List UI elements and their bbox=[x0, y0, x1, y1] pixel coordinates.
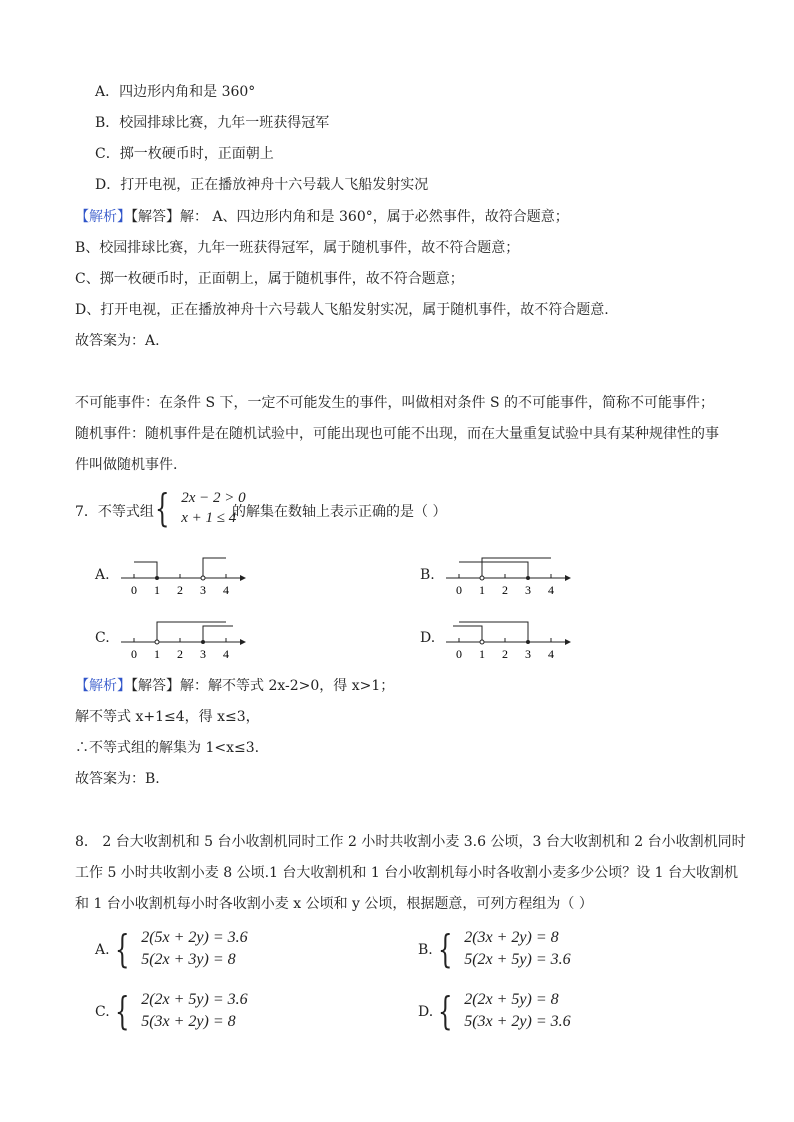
note-impossible-event: 不可能事件：在条件 S 下，一定不可能发生的事件，叫做相对条件 S 的不可能事件，简称不可能事件； bbox=[75, 395, 714, 411]
tick-label: 2 bbox=[177, 583, 183, 597]
tick-label: 4 bbox=[223, 583, 229, 597]
q7-option-d-label: D. bbox=[420, 630, 436, 646]
tick-label: 1 bbox=[479, 647, 485, 661]
q8-c-eq2: 5(3x + 2y) = 8 bbox=[141, 1013, 236, 1030]
q8-option-c-system bbox=[115, 989, 248, 1033]
analysis-tag: 【解析】 bbox=[75, 678, 131, 694]
q8-option-a-label: A. bbox=[95, 942, 110, 958]
brace-icon: { bbox=[155, 486, 170, 530]
q6-option-c: C．掷一枚硬币时，正面朝上 bbox=[95, 146, 274, 162]
q8-d-eq1: 2(2x + 5y) = 8 bbox=[464, 991, 559, 1008]
note-random-event: 随机事件：随机事件是在随机试验中，可能出现也可能不出现，而在大量重复试验中具有某种规律性的事 bbox=[75, 426, 719, 442]
q8-b-eq2: 5(2x + 5y) = 3.6 bbox=[464, 951, 571, 968]
q8-stem-line-1: 8． 2 台大收割机和 5 台小收割机同时工作 2 小时共收割小麦 3.6 公顷，3 台大收割机和 2 台小收割机同时 bbox=[75, 834, 746, 850]
q8-b-eq1: 2(3x + 2y) = 8 bbox=[464, 929, 559, 946]
q7-answer-line-2: 解不等式 x+1≤4，得 x≤3， bbox=[75, 709, 260, 725]
q7-option-b-label: B. bbox=[420, 567, 435, 583]
tick-label: 3 bbox=[200, 647, 206, 661]
tick-label: 0 bbox=[131, 647, 137, 661]
tick-label: 2 bbox=[502, 647, 508, 661]
q6-answer-line-1: 【解析】【解答】解： A、四边形内角和是 360°，属于必然事件，故符合题意； bbox=[75, 209, 569, 225]
analysis-tag: 【解析】 bbox=[75, 209, 131, 225]
tick-label: 2 bbox=[502, 583, 508, 597]
tick-label: 1 bbox=[154, 647, 160, 661]
q7-final-answer: 故答案为：B. bbox=[75, 771, 160, 787]
q7-answer-line-3: ∴不等式组的解集为 1<x≤3. bbox=[75, 740, 260, 756]
q8-option-a-system bbox=[115, 927, 248, 971]
tick-label: 4 bbox=[223, 647, 229, 661]
tick-label: 0 bbox=[456, 583, 462, 597]
q8-stem-line-3: 和 1 台小收割机每小时各收割小麦 x 公顷和 y 公顷，根据题意，可列方程组为（ ） bbox=[75, 896, 593, 912]
q7-stem-prefix: 7．不等式组 bbox=[75, 504, 154, 520]
q8-option-d-system bbox=[438, 989, 571, 1033]
q7-option-d-numberline bbox=[443, 614, 573, 662]
tick-label: 1 bbox=[154, 583, 160, 597]
answer-tag: 【解答】 bbox=[131, 209, 180, 225]
q8-stem-line-2: 工作 5 小时共收割小麦 8 公顷.1 台大收割机和 1 台小收割机每小时各收割小麦多少公顷？设 1 台大收割机 bbox=[75, 865, 739, 881]
brace-icon: { bbox=[115, 927, 130, 971]
q6-final-answer: 故答案为：A. bbox=[75, 333, 160, 349]
q7-answer-line-1: 【解析】【解答】解：解不等式 2x-2>0，得 x>1； bbox=[75, 678, 395, 694]
q7-option-b-numberline bbox=[443, 550, 573, 598]
tick-label: 3 bbox=[525, 583, 531, 597]
q6-option-d: D．打开电视，正在播放神舟十六号载人飞船发射实况 bbox=[95, 177, 429, 193]
q8-a-eq1: 2(5x + 2y) = 3.6 bbox=[141, 929, 248, 946]
q6-option-b: B．校园排球比赛，九年一班获得冠军 bbox=[95, 115, 330, 131]
answer-tag: 【解答】 bbox=[131, 678, 180, 694]
q6-answer-line-3: C、掷一枚硬币时，正面朝上，属于随机事件，故不符合题意； bbox=[75, 271, 464, 287]
tick-label: 0 bbox=[131, 583, 137, 597]
note-random-event-cont: 件叫做随机事件. bbox=[75, 457, 178, 473]
q6-answer-line-4: D、打开电视，正在播放神舟十六号载人飞船发射实况，属于随机事件，故不符合题意. bbox=[75, 302, 609, 318]
brace-icon: { bbox=[115, 989, 130, 1033]
tick-label: 2 bbox=[177, 647, 183, 661]
tick-label: 4 bbox=[548, 647, 554, 661]
q8-option-d-label: D. bbox=[418, 1004, 434, 1020]
q6-answer-line-2: B、校园排球比赛，九年一班获得冠军，属于随机事件，故不符合题意； bbox=[75, 240, 520, 256]
q8-option-b-system bbox=[438, 927, 571, 971]
tick-label: 1 bbox=[479, 583, 485, 597]
brace-icon: { bbox=[438, 927, 453, 971]
q8-d-eq2: 5(3x + 2y) = 3.6 bbox=[464, 1013, 571, 1030]
q7-option-a-label: A. bbox=[95, 567, 110, 583]
q8-option-b-label: B. bbox=[418, 942, 433, 958]
q7-stem-suffix: 的解集在数轴上表示正确的是（ ） bbox=[232, 504, 447, 520]
q7-option-c-numberline bbox=[118, 614, 248, 662]
q7-option-c-label: C. bbox=[95, 630, 110, 646]
tick-label: 4 bbox=[548, 583, 554, 597]
q6-option-a: A．四边形内角和是 360° bbox=[95, 84, 256, 100]
q7-inequality-1: 2x − 2 > 0 bbox=[181, 490, 246, 506]
brace-icon: { bbox=[438, 989, 453, 1033]
tick-label: 3 bbox=[200, 583, 206, 597]
q7-inequality-2: x + 1 ≤ 4 bbox=[181, 510, 237, 526]
q8-c-eq1: 2(2x + 5y) = 3.6 bbox=[141, 991, 248, 1008]
q7-option-a-numberline bbox=[118, 550, 248, 598]
tick-label: 0 bbox=[456, 647, 462, 661]
q8-a-eq2: 5(2x + 3y) = 8 bbox=[141, 951, 236, 968]
tick-label: 3 bbox=[525, 647, 531, 661]
q8-option-c-label: C. bbox=[95, 1004, 110, 1020]
